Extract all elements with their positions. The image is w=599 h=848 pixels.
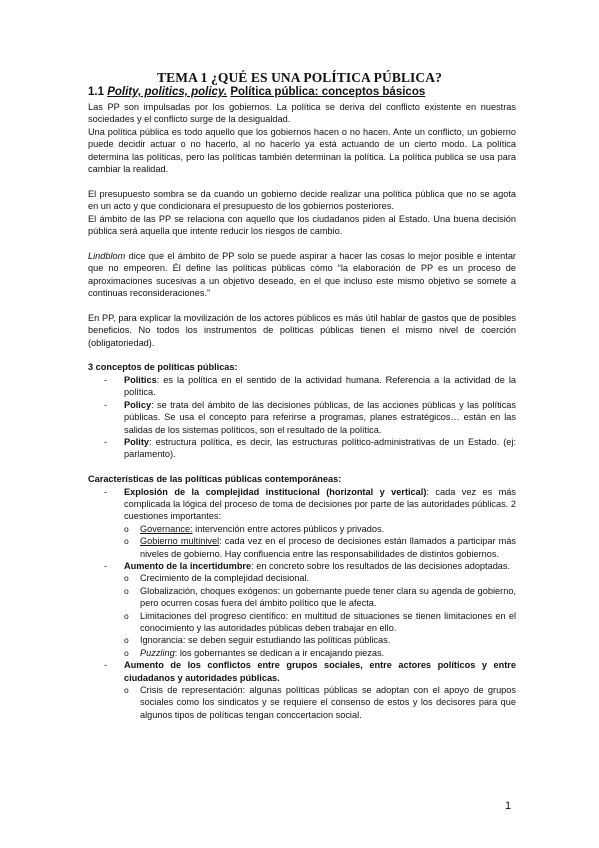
sub-term: Governance: [140, 523, 193, 534]
characteristic-3-sublist [88, 684, 516, 721]
characteristic-text: : en concreto sobre los resultados de las decisiones adoptadas. [251, 560, 511, 571]
concept-term: Polity [124, 436, 150, 447]
characteristic-title: Explosión de la complejidad institucional (horizontal y vertical) [124, 486, 427, 497]
list-item [88, 634, 516, 646]
intro-paragraph-1: Las PP son impulsadas por los gobiernos. La política se deriva del conflicto existente en nuestras sociedades y el conflicto surge de la desigualdad. [88, 102, 516, 125]
section-heading [88, 86, 425, 98]
characteristic-title: Aumento de los conflictos entre grupos sociales, entre actores políticos y entre ciudadanos y autoridades públicas. [124, 660, 516, 683]
page-number: 1 [505, 800, 512, 812]
concepts-list [88, 374, 516, 461]
characteristics-list-3 [88, 659, 516, 684]
concepts-heading: 3 conceptos de políticas públicas: [88, 362, 238, 373]
sub-term: Gobierno multinivel [140, 536, 220, 547]
characteristic-1-sublist [88, 523, 516, 560]
list-item [88, 436, 516, 461]
lindblom-paragraph [88, 250, 516, 300]
document-title: TEMA 1 ¿QUÉ ES UNA POLÍTICA PÚBLICA? [157, 70, 442, 85]
sub-text: Ignorancia: se deben seguir estudiando las políticas públicas. [140, 635, 391, 646]
concept-text: : es la política en el sentido de la actividad humana. Referencia a la actividad de la política. [124, 374, 516, 398]
circle-marker: o [124, 685, 129, 696]
sub-text: Crecimiento de la complejidad decisional. [140, 573, 310, 584]
sub-text: Limitaciones del progreso científico: en multitud de situaciones se tienen limitaciones en el conocimiento y las autoridades públicas deben trabajar en ello. [140, 610, 516, 633]
list-item [88, 585, 516, 610]
concept-term: Policy [124, 399, 152, 410]
list-item [88, 572, 516, 584]
list-item [88, 535, 516, 560]
concept-term: Politics [124, 374, 157, 385]
list-item [88, 610, 516, 635]
section-heading-rest: Política pública: conceptos básicos [230, 86, 426, 98]
list-item [88, 560, 516, 572]
lindblom-text: dice que el ámbito de PP solo se puede aspirar a hacer las cosas lo mejor posible e intentar que no empeoren. Él define las políticas públicas cómo “la elaboración de PP es un proceso de aproximaciones sucesivas a un objetivo deseado, en el que incluso este mismo objetivo se somete a continuas reconsideraciones.” [88, 250, 516, 299]
list-item [88, 523, 516, 535]
characteristic-text: : cada vez es más complicada la lógica del proceso de toma de decisiones por parte de las autoridades públicas. 2 cuestiones importantes: [124, 486, 516, 522]
section-heading-italic: Polity, politics, policy. [107, 86, 228, 98]
characteristic-title: Aumento de la incertidumbre [124, 560, 252, 571]
document-body [88, 101, 516, 721]
characteristic-2-sublist [88, 572, 516, 659]
sub-text: : los gobernantes se dedican a ir encajando piezas. [174, 647, 385, 658]
sub-term: Puzzling [140, 647, 175, 658]
circle-marker: o [124, 610, 129, 621]
list-item [88, 486, 516, 523]
dash-marker: - [104, 660, 108, 671]
characteristics-list [88, 486, 516, 523]
dash-marker: - [104, 374, 108, 385]
concept-text: : se trata del ámbito de las decisiones públicas, de las acciones públicas y las políticas públicas. Se usa el concepto para referirse a programas, planes estratégicos… están en las salidas de los sistemas políticos, son el resultado de la política. [124, 399, 516, 435]
dash-marker: - [104, 399, 108, 410]
list-item [88, 684, 516, 721]
circle-marker: o [124, 573, 129, 584]
characteristics-list-2 [88, 560, 516, 572]
circle-marker: o [124, 635, 129, 646]
dash-marker: - [104, 436, 108, 447]
pp-paragraph: En PP, para explicar la movilización de los actores públicos es más útil hablar de gastos que de posibles beneficios. No todos los instrumentos de políticas públicas tienen el mismo nivel de coerción (obligatoriedad). [88, 312, 516, 348]
dash-marker: - [104, 560, 108, 571]
dash-marker: - [104, 486, 108, 497]
sub-text: intervención entre actores públicos y privados. [192, 523, 385, 534]
sub-text: : cada vez en el proceso de decisiones están llamados a participar más niveles de gobierno. Hay confluencia entre las responsabilidades de distintos gobiernos. [140, 536, 516, 559]
sub-text: Crisis de representación: algunas políticas públicas se adoptan con el apoyo de grupos sociales como los sindicatos y se requiere el consenso de estos y los decisores para que algunos tipos de políticas tengan conccertacion social. [140, 685, 516, 720]
circle-marker: o [124, 647, 129, 658]
circle-marker: o [124, 585, 129, 596]
budget-paragraph-2: El ámbito de las PP se relaciona con aquello que los ciudadanos piden al Estado. Una buena decisión pública será aquella que intente reducir los riesgos de cambio. [88, 213, 516, 237]
intro-paragraph-2: Una política pública es todo aquello que los gobiernos hacen o no hacen. Ante un conflicto, un gobierno puede decidir actuar o no hacerlo, al no hacerlo ya está actuando de un cierto modo. La política determina las políticas, pero las políticas también determinan la política. La política publica se usa para cambiar la realidad. [88, 126, 516, 175]
concept-text: : estructura política, es decir, las estructuras político-administrativas de un Estado. (ej: parlamento). [124, 436, 516, 460]
circle-marker: o [124, 536, 129, 547]
characteristics-heading: Características de las políticas públicas contemporáneas: [88, 474, 342, 485]
section-number: 1.1 [88, 86, 104, 98]
circle-marker: o [124, 523, 129, 534]
list-item [88, 399, 516, 436]
list-item [88, 647, 516, 659]
lindblom-name: Lindblom [88, 250, 126, 261]
sub-text: Globalización, choques exógenos: un gobernante puede tener clara su agenda de gobierno, pero ocurren cosas fuera del ámbito político que le afecta. [140, 585, 516, 609]
list-item [88, 659, 516, 684]
budget-paragraph-1: El presupuesto sombra se da cuando un gobierno decide realizar una política pública que no se agota en un acto y que condicionara el presupuesto de los gobiernos posteriores. [88, 188, 516, 212]
list-item [88, 374, 516, 399]
